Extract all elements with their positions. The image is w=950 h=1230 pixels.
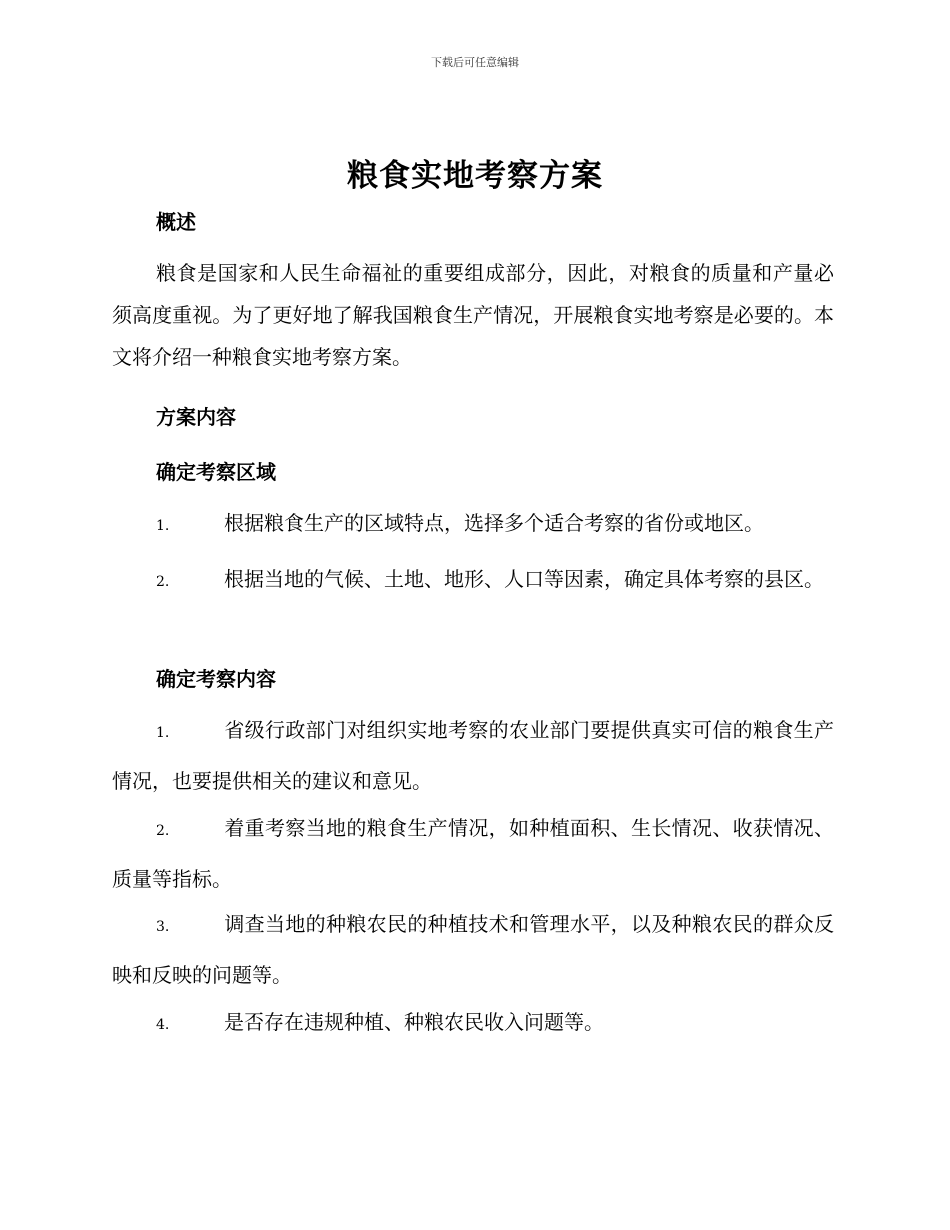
- list-item-text: 根据当地的气候、土地、地形、人口等因素，确定具体考察的县区。: [224, 567, 824, 591]
- list-item-number: 1.: [156, 725, 170, 741]
- section-heading-overview: 概述: [156, 210, 196, 234]
- list-item-text: 根据粮食生产的区域特点，选择多个适合考察的省份或地区。: [224, 511, 764, 535]
- list-item-number: 4.: [156, 1017, 170, 1033]
- section-heading-region: 确定考察区域: [156, 460, 276, 484]
- page-header-note: 下载后可任意编辑: [431, 56, 519, 69]
- region-list-item: [112, 499, 834, 550]
- list-item-number: 2.: [156, 574, 170, 590]
- content-list-item: [112, 706, 834, 805]
- overview-paragraph: 粮食是国家和人民生命福祉的重要组成部分，因此，对粮食的质量和产量必须高度重视。为了更好地了解我国粮食生产情况，开展粮食实地考察是必要的。本文将介绍一种粮食实地考察方案。: [112, 261, 834, 369]
- list-item-text: 着重考察当地的粮食生产情况，如种植面积、生长情况、收获情况、质量等指标。: [112, 816, 834, 891]
- section-heading-plan: 方案内容: [156, 405, 236, 429]
- content-list-item: [112, 804, 834, 903]
- list-item-text: 是否存在违规种植、种粮农民收入问题等。: [224, 1010, 604, 1034]
- document-title: 粮食实地考察方案: [347, 158, 603, 194]
- list-item-text: 调查当地的种粮农民的种植技术和管理水平，以及种粮农民的群众反映和反映的问题等。: [112, 912, 834, 987]
- list-item-number: 2.: [156, 823, 170, 839]
- region-list-item: [112, 555, 834, 606]
- content-list-item: [112, 998, 834, 1049]
- list-item-number: 3.: [156, 919, 170, 935]
- list-item-number: 1.: [156, 518, 170, 534]
- content-list-item: [112, 900, 834, 999]
- section-heading-content: 确定考察内容: [156, 667, 276, 691]
- list-item-text: 省级行政部门对组织实地考察的农业部门要提供真实可信的粮食生产情况，也要提供相关的建议和意见。: [112, 718, 834, 793]
